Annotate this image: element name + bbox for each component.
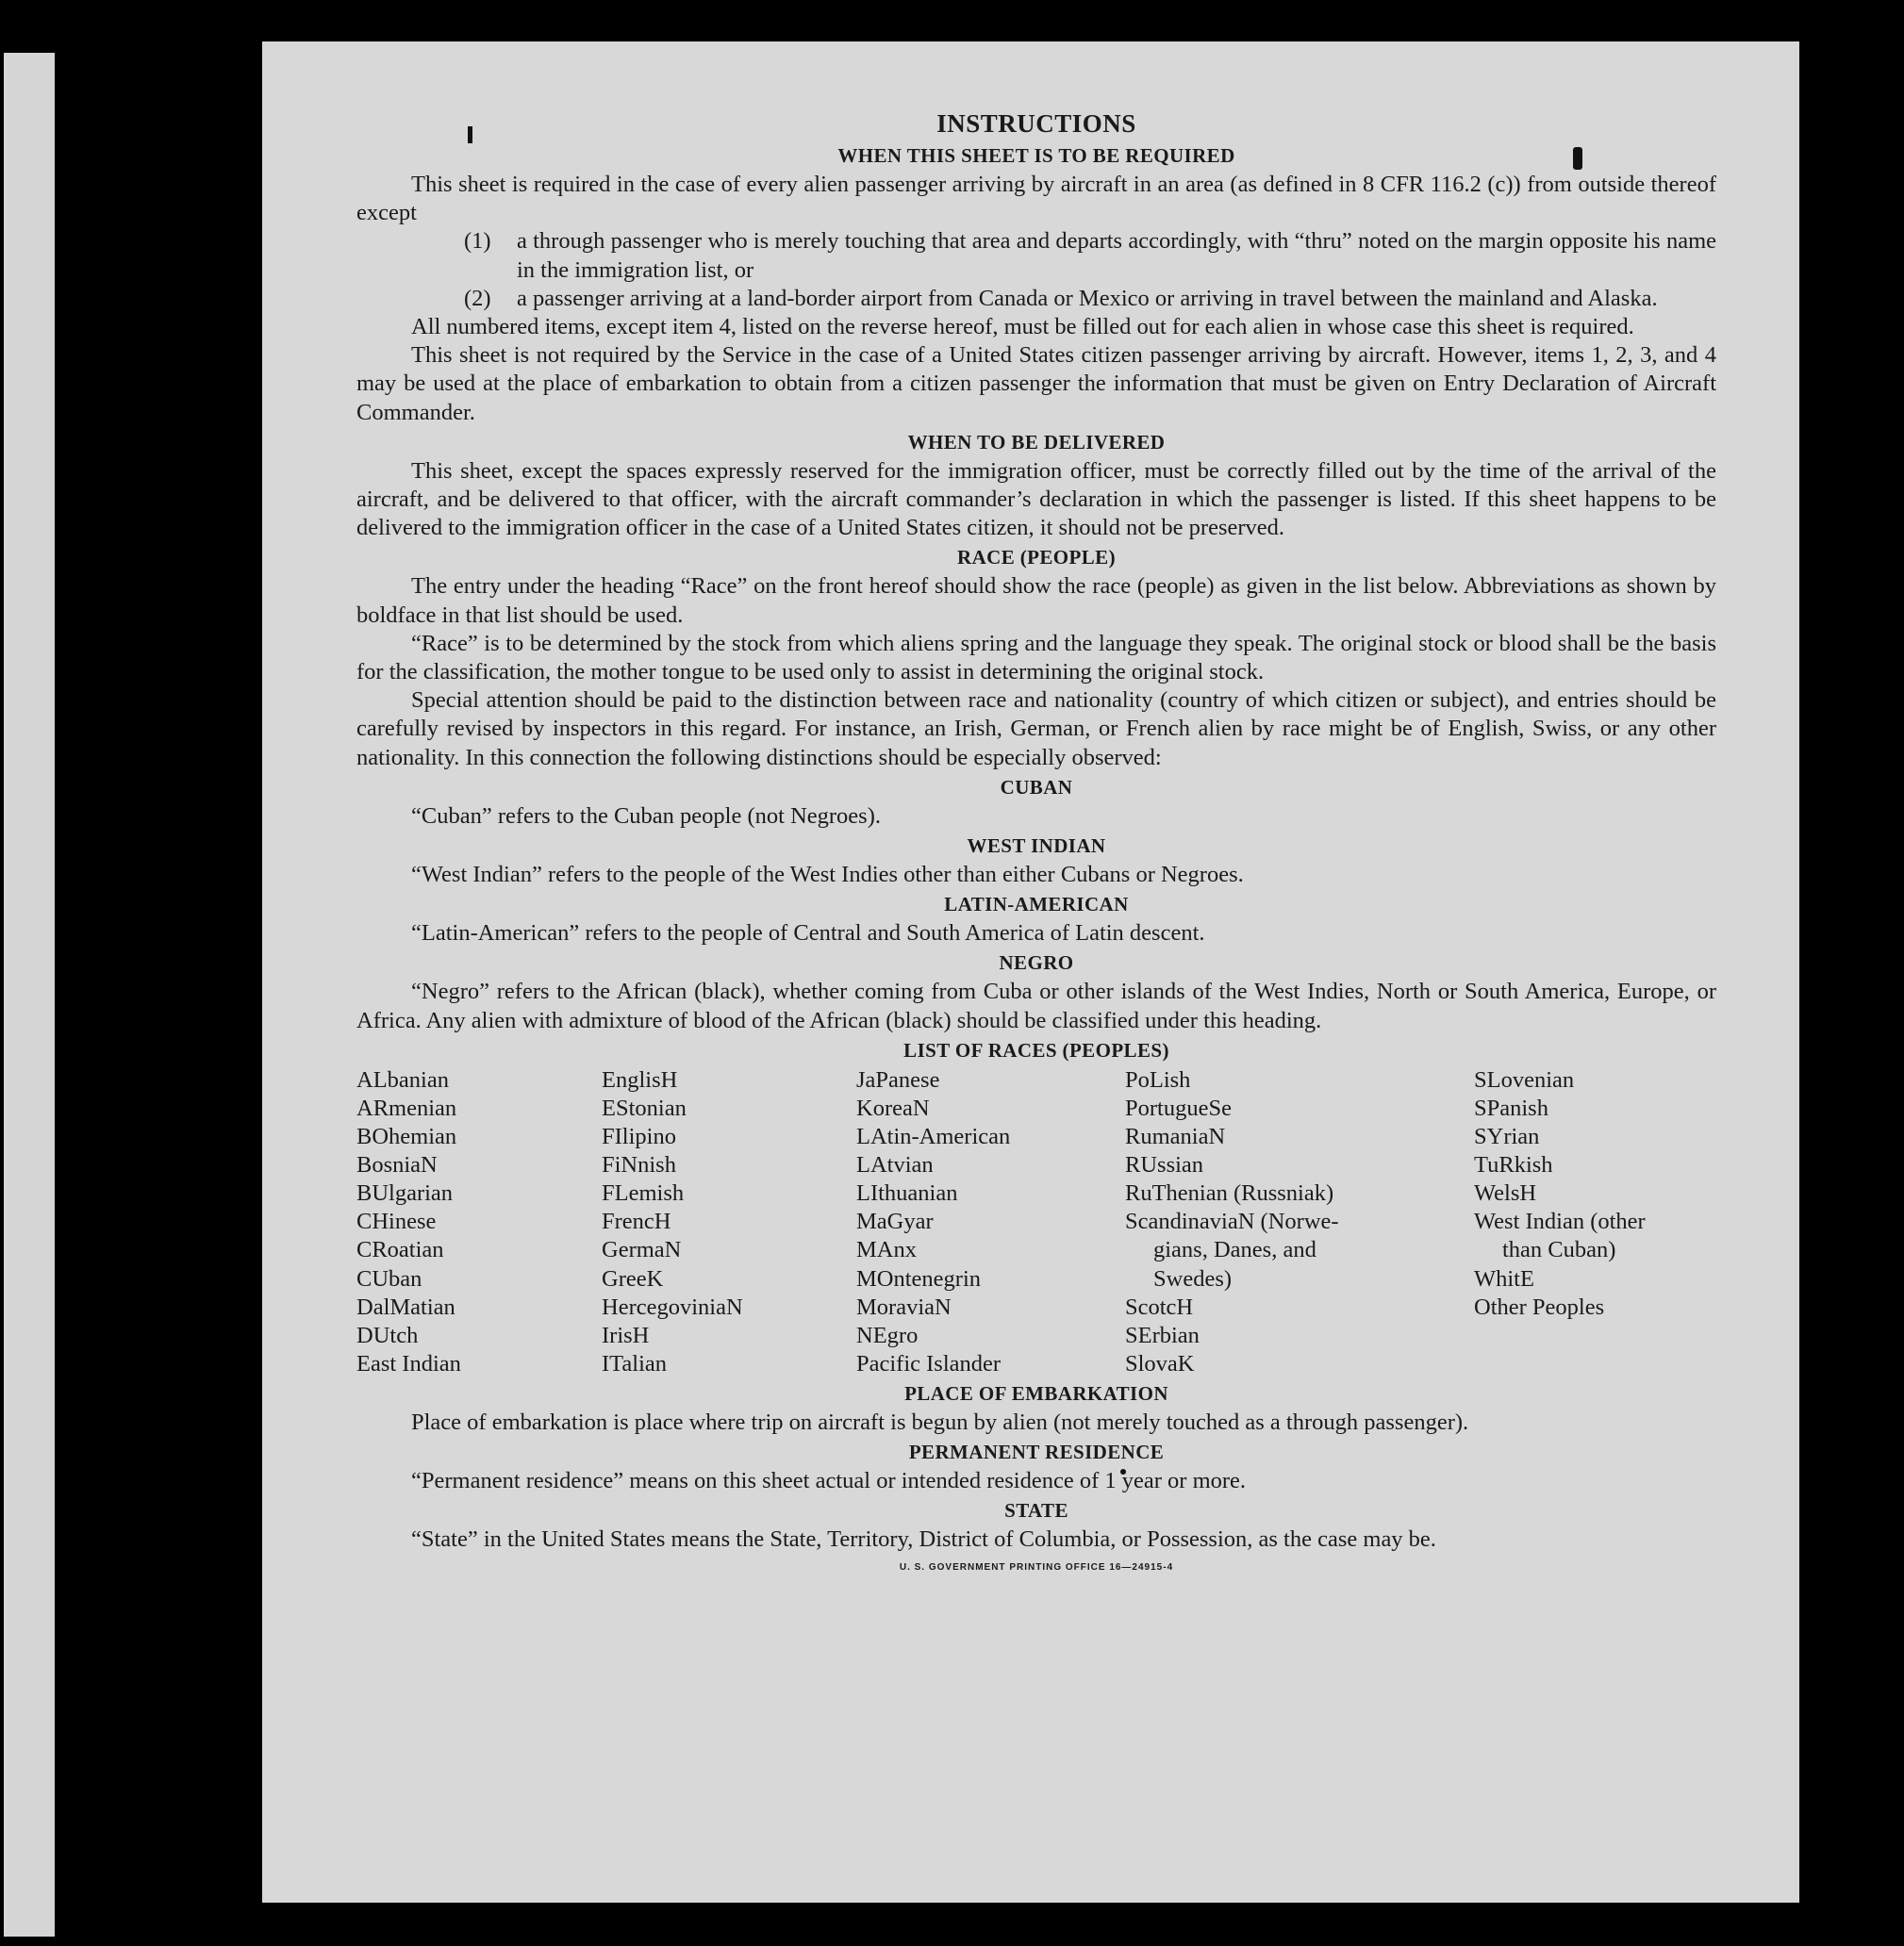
race-entry: SPanish: [1474, 1095, 1548, 1121]
race-entry: West Indian (other: [1474, 1209, 1646, 1235]
race-entry: MAnx: [856, 1237, 917, 1263]
race-entry: RUssian: [1125, 1152, 1204, 1179]
item-text: a through passenger who is merely touching that area and departs accordingly, with “thru” noted on the margin opposite his name in the immigration list, or: [517, 228, 1716, 283]
race-column: [356, 1066, 602, 1378]
race-entry: FiNnish: [602, 1152, 676, 1179]
printer-footer: U. S. GOVERNMENT PRINTING OFFICE 16—24915-4: [899, 1561, 1174, 1573]
list-item: [464, 227, 1716, 284]
paragraph: “Permanent residence” means on this sheet actual or intended residence of 1 year or more.: [411, 1468, 1247, 1494]
section-heading: PLACE OF EMBARKATION: [904, 1381, 1168, 1405]
section-heading: WHEN TO BE DELIVERED: [907, 430, 1166, 454]
section-heading: WEST INDIAN: [967, 834, 1106, 858]
race-entry: RuThenian (Russniak): [1125, 1180, 1334, 1207]
race-entry: KoreaN: [856, 1095, 930, 1121]
race-list: [356, 1066, 1716, 1378]
paragraph: This sheet is required in the case of every alien passenger arriving by aircraft in an area (as defined in 8 CFR 116.2 (c)) from outside thereof except: [356, 172, 1716, 226]
race-column: [1474, 1066, 1716, 1378]
race-entry: ScotcH: [1125, 1294, 1194, 1320]
section-heading: RACE (PEOPLE): [957, 546, 1116, 569]
paragraph: “State” in the United States means the State, Territory, District of Columbia, or Possession, as the case may be.: [411, 1526, 1436, 1553]
race-entry: FLemish: [602, 1180, 685, 1207]
race-entry: East Indian: [356, 1350, 461, 1377]
race-entry: gians, Danes, and: [1153, 1237, 1316, 1263]
paragraph: All numbered items, except item 4, listed on the reverse hereof, must be filled out for each alien in whose case this sheet is required.: [411, 314, 1634, 340]
page-title: INSTRUCTIONS: [936, 109, 1136, 138]
paragraph: “West Indian” refers to the people of the West Indies other than either Cubans or Negroes.: [411, 862, 1244, 888]
race-entry: MOntenegrin: [856, 1265, 981, 1292]
race-entry: Other Peoples: [1474, 1294, 1605, 1320]
race-entry: MaGyar: [856, 1209, 934, 1235]
race-column: [856, 1066, 1125, 1378]
race-entry: NEgro: [856, 1322, 919, 1348]
race-entry: CRoatian: [356, 1237, 444, 1263]
section-heading: NEGRO: [999, 951, 1074, 975]
race-entry: SYrian: [1474, 1124, 1540, 1150]
race-entry: EnglisH: [602, 1066, 678, 1093]
race-entry: CHinese: [356, 1209, 437, 1235]
scan-edge-strip: [4, 53, 55, 1937]
race-entry: Pacific Islander: [856, 1350, 1002, 1377]
race-entry: CUban: [356, 1265, 422, 1292]
race-entry: GreeK: [602, 1265, 664, 1292]
paragraph: Place of embarkation is place where trip on aircraft is begun by alien (not merely touched as a through passenger).: [411, 1409, 1469, 1435]
race-entry: than Cuban): [1502, 1237, 1616, 1263]
race-entry: BUlgarian: [356, 1180, 454, 1207]
race-entry: PoLish: [1125, 1066, 1191, 1093]
race-entry: GermaN: [602, 1237, 682, 1263]
paragraph: “Cuban” refers to the Cuban people (not Negroes).: [411, 802, 881, 829]
race-entry: LAtvian: [856, 1152, 934, 1179]
paragraph: “Latin-American” refers to the people of Central and South America of Latin descent.: [411, 920, 1205, 947]
section-heading: LIST OF RACES (PEOPLES): [903, 1038, 1169, 1062]
race-column: [602, 1066, 856, 1378]
race-entry: Swedes): [1153, 1265, 1233, 1292]
section-heading: WHEN THIS SHEET IS TO BE REQUIRED: [837, 144, 1235, 167]
race-entry: ScandinaviaN (Norwe-: [1125, 1209, 1339, 1235]
paragraph: Special attention should be paid to the distinction between race and nationality (country of which citizen or subject), and entries should be carefully revised by inspectors in this regard. For instance, an Irish, German, or French alien by race might be of English, Swiss, or any other nationality. In this connection the following distinctions should be especially observed:: [356, 687, 1716, 770]
race-entry: DUtch: [356, 1322, 419, 1348]
race-entry: LAtin-American: [856, 1124, 1011, 1150]
race-entry: IrisH: [602, 1322, 650, 1348]
race-entry: SLovenian: [1474, 1066, 1575, 1093]
paragraph: This sheet, except the spaces expressly reserved for the immigration officer, must be correctly filled out by the time of the arrival of the aircraft, and be delivered to that officer, with the aircraft commander’s declaration in which the passenger is listed. If this sheet happens to be delivered to the immigration officer in the case of a United States citizen, it should not be preserved.: [356, 457, 1716, 541]
section-heading: CUBAN: [1000, 775, 1073, 799]
paragraph: “Negro” refers to the African (black), whether coming from Cuba or other islands of the West Indies, North or South America, Europe, or Africa. Any alien with admixture of blood of the African (black) should be classified under this heading.: [356, 979, 1716, 1033]
list-item: [464, 285, 1716, 313]
item-text: a passenger arriving at a land-border airport from Canada or Mexico or arriving in travel between the mainland and Alaska.: [517, 285, 1658, 311]
instructions-content: [356, 109, 1716, 1573]
race-entry: LIthuanian: [856, 1180, 958, 1207]
paragraph: The entry under the heading “Race” on the front hereof should show the race (people) as given in the list below. Abbreviations as shown by boldface in that list should be used.: [356, 573, 1716, 628]
race-entry: EStonian: [602, 1095, 687, 1121]
race-entry: ARmenian: [356, 1095, 457, 1121]
race-entry: SErbian: [1125, 1322, 1200, 1348]
document-page: [262, 41, 1799, 1903]
item-number: (1): [464, 228, 491, 255]
race-entry: BosniaN: [356, 1152, 438, 1179]
race-column: [1125, 1066, 1474, 1378]
race-entry: HercegoviniaN: [602, 1294, 743, 1320]
section-heading: PERMANENT RESIDENCE: [908, 1441, 1165, 1464]
race-entry: FIlipino: [602, 1124, 676, 1150]
race-entry: BOhemian: [356, 1124, 457, 1150]
race-entry: MoraviaN: [856, 1294, 952, 1320]
race-entry: TuRkish: [1474, 1152, 1553, 1179]
paragraph: This sheet is not required by the Service in the case of a United States citizen passenger arriving by aircraft. However, items 1, 2, 3, and 4 may be used at the place of embarkation to obtain from a citizen passenger the information that must be given on Entry Declaration of Aircraft Commander.: [356, 342, 1716, 425]
race-entry: WhitE: [1474, 1265, 1534, 1292]
section-heading: LATIN-AMERICAN: [944, 893, 1129, 916]
race-entry: JaPanese: [856, 1066, 940, 1093]
race-entry: ITalian: [602, 1350, 668, 1377]
race-entry: FrencH: [602, 1209, 671, 1235]
race-entry: PortugueSe: [1125, 1095, 1232, 1121]
race-entry: WelsH: [1474, 1180, 1537, 1207]
item-number: (2): [464, 285, 491, 311]
race-entry: ALbanian: [356, 1066, 449, 1093]
race-entry: SlovaK: [1125, 1350, 1195, 1377]
race-entry: RumaniaN: [1125, 1124, 1226, 1150]
race-entry: DalMatian: [356, 1294, 455, 1320]
paragraph: “Race” is to be determined by the stock from which aliens spring and the language they speak. The original stock or blood shall be the basis for the classification, the mother tongue to be used only to assist in determining the original stock.: [356, 630, 1716, 685]
section-heading: STATE: [1004, 1499, 1068, 1523]
